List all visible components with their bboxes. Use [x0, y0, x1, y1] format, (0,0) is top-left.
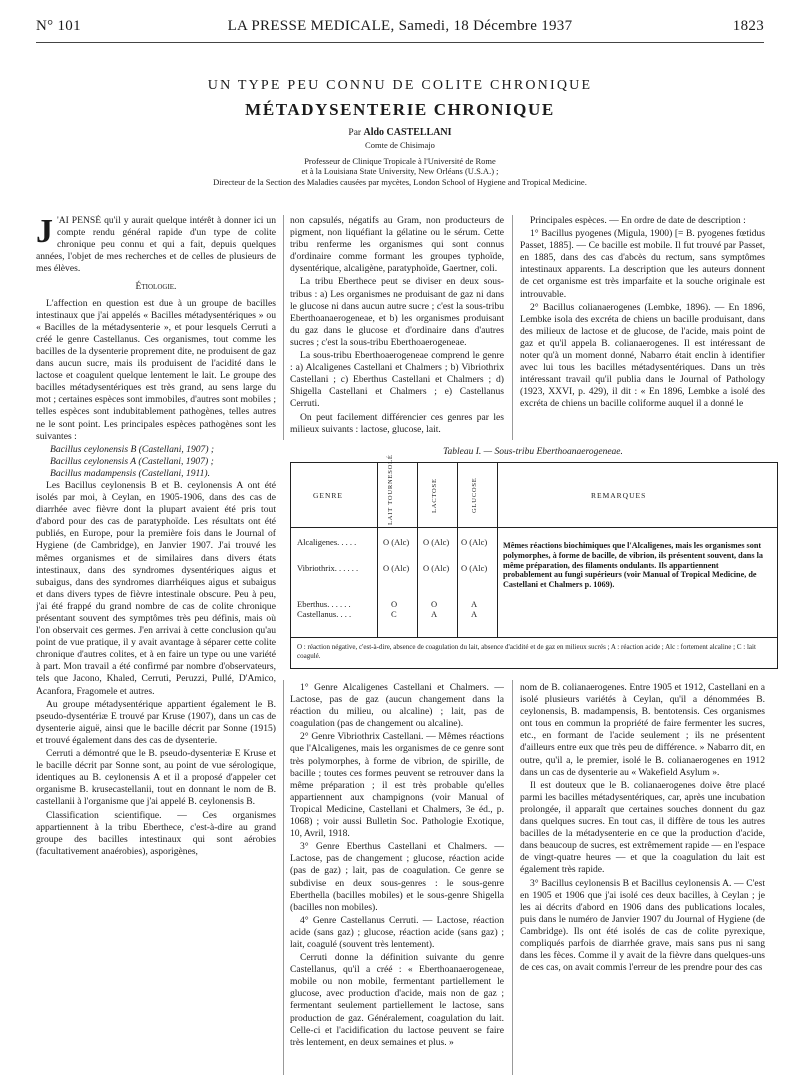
affiliation-2: et à la Louisiana State University, New Orléans (U.S.A.) ;	[301, 166, 499, 176]
paragraph: Cerruti a démontré que le B. pseudo-dysenteriæ E Kruse et le bacille décrit par Sonne sont, au point de vue sérologique, identiques au B. ceylonensis A et il a proposé d'appeler cet organisme B. krusecastellanii, tout en donnant le nom de B. castellanii à l'organisme que j'ai appelé B. ceylonensis B.	[36, 748, 276, 808]
glucose-cell: O (Alc)	[461, 563, 488, 573]
paragraph: 1° Genre Alcaligenes Castellani et Chalmers. — Lactose, pas de gaz (aucun changement dans la réaction du milieu, ou alcaline) ; lait, pas de coagulation (pas de changement ou alcaline).	[290, 682, 504, 730]
paragraph: Il est douteux que le B. colianaerogenes doive être placé parmi les bacilles métadysentériques, car, après une incubation prolongée, il apparaît que certaines souches donnent du gaz dans quelques sucres. En tout cas, il diffère de tous les autres bacilles de la métadysenterie en ce que la production d'acide, dans beaucoup de sucres, est extrêmement rapide — en l'espace de vingt-quatre heures — et que la coagulation du lait est également très rapide.	[520, 779, 765, 876]
glucose-cell: O (Alc)	[461, 537, 488, 547]
species-list-item: Bacillus madampensis (Castellani, 1911).	[50, 467, 210, 479]
drop-cap: J	[36, 215, 53, 250]
paragraph: 2° Bacillus colianaerogenes (Lembke, 1896). — En 1896, Lembke isola des excréta de chiens un bacille produisant, dans des milieux de lactose et de glucose, de l'acide, mais point de gaz et qu'il appela B. colianaerogenes. Il est intéressant de noter qu'à un moment donné, Nabarro était enclin à identifier avec lui tous les bacilles métadysentériques. Dans un très intéressant travail qu'il publia dans le Journal of Pathology (1923, XXVI, p. 429), il dit : « En 1896, Lembke a isolé des excréta de chiens un bacille coliforme auquel il a donné le	[520, 301, 765, 410]
lait-cell: O (Alc)	[383, 563, 410, 573]
genre-cell: Vibriothrix. . . . . .	[297, 563, 359, 573]
affiliation-1: Professeur de Clinique Tropicale à l'Université de Rome	[304, 156, 496, 166]
table-caption: Tableau I. — Sous-tribu Eberthoanaerogeneae.	[443, 447, 623, 457]
glucose-cell: A	[471, 599, 478, 609]
byline-prefix: Par	[348, 128, 362, 138]
paragraph: La sous-tribu Eberthoaerogeneae comprend le genre : a) Alcaligenes Castellani et Chalmers ; b) Vibriothrix Castellani ; c) Eberthus Castellani et Chalmers ; d) Shigella Castellani et Chalmers ; e) Castellanus Cerruti.	[290, 350, 504, 410]
table-footnote: O : réaction négative, c'est-à-dire, absence de coagulation du lait, absence d'acidité et de gaz en milieux sucrés ; A : réaction acide ; Alc : fortement alcaline ; C : lait coagulé.	[297, 643, 756, 660]
paragraph: On peut facilement différencier ces genres par les milieux suivants : lactose, glucose, lait.	[290, 411, 504, 435]
column-rule-1	[283, 215, 284, 440]
journal-title: LA PRESSE MEDICALE, Samedi, 18 Décembre 1937	[227, 18, 573, 34]
author-title: Comte de Chisimajo	[365, 140, 435, 150]
byline	[0, 127, 800, 138]
article-title: MÉTADYSENTERIE CHRONIQUE	[245, 100, 555, 119]
header-lactose: LACTOSE	[431, 478, 438, 513]
genre-cell: Castellanus. . . .	[297, 609, 352, 619]
paragraph: L'affection en question est due à un groupe de bacilles intestinaux que j'ai appelés « Bacilles métadysentériques » ou « Bacilles de la métadysenterie », et pour lesquels Cerruti a créé le genre Castellanus. Ces organismes, tout comme les bacilles de la dysenterie proprement dite, ne produisent de gaz dans aucun sucre, mais ils produisent de l'acidité dans le lactose et coagulent quelque lentement le lait. Le groupe des bacilles métadysentériques est très grand, au sens large du mot ; certaines espèces sont immobiles, d'autres sont mobiles ; telles espèces sont indubitablement pathogènes, telles autres ne le sont point. Les principales espèces pathogènes sont les suivantes :	[36, 297, 276, 442]
running-header	[36, 18, 764, 40]
paragraph: 1° Bacillus pyogenes (Migula, 1900) [= B. pyogenes fœtidus Passet, 1885]. — Ce bacille est mobile. Il fut trouvé par Passet, en 1885, dans des cas d'abcès du rectum, sans symptômes intestinaux apparents. La description que les auteurs donnent de cet organisme est très imparfaite et la souche originale est introuvable.	[520, 228, 765, 300]
glucose-cell: A	[471, 609, 478, 619]
header-glucose: GLUCOSE	[471, 477, 478, 513]
column-2	[290, 215, 504, 440]
table-col-rule	[417, 463, 418, 637]
table-col-rule	[457, 463, 458, 637]
issue-number: N° 101	[36, 18, 81, 34]
paragraph: Les Bacillus ceylonensis B et B. ceylonensis A ont été isolés par moi, à Ceylan, en 1905-1906, dans des cas de diarrhée avec fièvre dont la plupart avaient été pris tout d'abord pour des cas de paratyphoïde. Les résultats ont été publiés, en Europe, pour la première fois dans le Journal of Hygiene (de Cambridge), en Janvier 1907. J'ai trouvé les mêmes organismes et de similaires dans divers états intestinaux, dans des syndromes dysentériques aigus et subaigus, dans des syndromes diarrhéiques aigus et subaigus et dans divers types de fièvre intestinale obscure. Peu à peu, j'ai été frappé du grand nombre de cas de colite chronique présentant souvent des symptômes très peu définis, mais où l'on observait ces germes. J'en arrivai à cette conclusion qu'au point de vue pratique, il y avait avantage à séparer cette colite chronique d'autres colites, et à en faire un type ou une variété à part. Mon travail a été confirmé par nombre d'observateurs, tels que Jacono, Khaled, Cerruti, Peruzzi, Pullé, D'Amico, Acanfora, Fragomele et autres.	[36, 479, 276, 697]
species-list-item: Bacillus ceylonensis A (Castellani, 1907) ;	[50, 455, 214, 467]
lactose-cell: A	[431, 609, 438, 619]
intro-paragraph	[36, 215, 276, 275]
header-genre: GENRE	[313, 491, 343, 500]
column-rule-3	[283, 680, 284, 1075]
paragraph: Cerruti donne la définition suivante du genre Castellanus, qu'il a créé : « Eberthoanaerogeneae, mobile ou non mobile, fermentant partiellement le glucose, avec production d'acide, mais non de gaz ; fermentant seulement partiellement le lactose, sans production de gaz. Généralement, coagulation du lait. Celle-ci et l'acidification du lactose peuvent se faire très lentement, en deux semaines et plus. »	[290, 952, 504, 1048]
paragraph: Au groupe métadysentérique appartient également le B. pseudo-dysentériæ E trouvé par Kruse (1907), dans un cas de dysenterie aiguë, ainsi que le bacille décrit par Sonne (1915) et trouvé également dans des cas de dysenterie.	[36, 698, 276, 746]
page-number: 1823	[732, 18, 764, 34]
paragraph: 3° Bacillus ceylonensis B et Bacillus ceylonensis A. — C'est en 1905 et 1906 que j'ai isolé ces deux bacilles, à Ceylan ; je les ai décrits d'abord en 1906 dans des publications locales, puis dans le numéro de Janvier 1907 du Journal of Hygiene (de Cambridge). Ils ont été isolés de cas de colite pyrexique, compliqués parfois de diarrhée grave, mais sans pus ni sang dans les fèces. Comme il y avait de la fièvre dans quelques-uns de ces cas, on avait commis l'erreur de les prendre pour des cas	[520, 877, 765, 974]
table-header	[291, 463, 777, 528]
table-remark: Mêmes réactions biochimiques que l'Alcaligenes, mais les organismes sont polymorphes, à forme de bacille, de vibrion, ils présentent souvent, dans la même préparation, des filaments ondulants. Ils appartiennent probablement au fungi supérieurs (voir Manual of Tropical Medicine, de Castellani et Chalmers p. 1069).	[503, 541, 763, 590]
paragraph: Classification scientifique. — Ces organismes appartiennent à la tribu Eberthece, c'est-à-dire au grand groupe des bacilles intestinaux qui sont aérobies (facultativement anaérobies), asporigènes,	[36, 809, 276, 857]
paragraph: nom de B. colianaerogenes. Entre 1905 et 1912, Castellani en a isolé plusieurs variétés à Ceylan, qu'il a dénommées B. ceylonensis, B. madampensis, B. bentotensis. Ces organismes ont tous en commun la propriété de faire fermenter les sucres, etc., en formant de l'acide seulement ; ils ne présentent d'ailleurs entre eux que très peu de différence. » Nabarro dit, en outre, qu'il a, le premier, isolé le B. colianaerogenes en 1912 dans un cas de dysenterie au « Wakefield Asylum ».	[520, 682, 765, 778]
lait-cell: C	[391, 609, 397, 619]
table-col-rule	[377, 463, 378, 637]
article-kicker: UN TYPE PEU CONNU DE COLITE CHRONIQUE	[207, 78, 593, 93]
section-heading-etiologie: Étiologie.	[135, 281, 177, 293]
table-foot-rule	[291, 637, 777, 638]
table-col-rule	[497, 463, 498, 637]
paragraph: 2° Genre Vibriothrix Castellani. — Mêmes réactions que l'Alcaligenes, mais les organismes de ce genre sont très polymorphes, à forme de vibrion, de spirille, de bacille ; toutes ces formes peuvent se retrouver dans la même préparation ; il est très probable qu'elles appartiennent aux champignons (voir Manual of Tropical Medicine, Castellani et Chalmers, 3e éd., p. 1068) ; voir aussi Bulletin Soc. Pathologie Exotique, 10, Avril, 1918.	[290, 731, 504, 840]
header-remarques: REMARQUES	[591, 491, 647, 500]
paragraph: non capsulés, négatifs au Gram, non producteurs de pigment, non liquéfiant la gélatine ou le sérum. Cette tribu renferme les organismes qui sont connus d'ordinaire comme formant les groupes typhoïde, dysentérique, alcaligène, paratyphoïde, Gaertner, coli.	[290, 215, 504, 275]
lait-cell: O	[391, 599, 398, 609]
table-eberthoanaerogeneae	[290, 454, 778, 669]
lactose-cell: O	[431, 599, 438, 609]
genre-cell: Alcaligenes. . . . .	[297, 537, 357, 547]
author-name: Aldo CASTELLANI	[363, 127, 452, 138]
column-rule-2	[512, 215, 513, 440]
column-5	[520, 682, 765, 1077]
intro-text: 'AI PENSÉ qu'il y aurait quelque intérêt à donner ici un compte rendu général rapide d'un type de colite chronique peu connu et qui a fait, depuis quelques années, l'objet de mes recherches et de celles de plusieurs de mes élèves.	[36, 215, 276, 275]
species-list-item: Bacillus ceylonensis B (Castellani, 1907) ;	[50, 443, 215, 455]
column-rule-4	[512, 680, 513, 1075]
paragraph: La tribu Eberthece peut se diviser en deux sous-tribus : a) Les organismes ne produisant de gaz ni dans le glucose ni dans aucun autre sucre ; c'est la sous-tribu Eberthoanaerogeneae, et b) les organismes produisant du gaz dans le glucose et d'ordinaire dans d'autres sucres ; c'est la sous-tribu Eberthoaerogeneae.	[290, 276, 504, 348]
lactose-cell: O (Alc)	[423, 563, 450, 573]
column-3	[520, 215, 765, 440]
header-lait: LAIT TOURNESOLÉ	[387, 454, 394, 525]
lait-cell: O (Alc)	[383, 537, 410, 547]
affiliation-3: Directeur de la Section des Maladies causées par mycètes, London School of Hygiene and Tropical Medicine.	[213, 177, 587, 187]
column-1	[36, 215, 276, 1077]
header-rule	[36, 42, 764, 43]
column-4	[290, 682, 504, 1077]
section-heading-especes: Principales espèces. — En ordre de date de description :	[530, 215, 746, 226]
genre-cell: Eberthus. . . . . .	[297, 599, 351, 609]
paragraph: 4° Genre Castellanus Cerruti. — Lactose, réaction acide (sans gaz) ; glucose, réaction acide (sans gaz) ; lait, coagulé (souvent très lentement).	[290, 914, 504, 950]
paragraph: 3° Genre Eberthus Castellani et Chalmers. — Lactose, pas de changement ; glucose, réaction acide (pas de gaz) ; lait, pas de coagulation. Ce genre se subdivise en deux sous-genres : le sous-genre Eberthella (bacilles mobiles) et le sous-genre Shigella (bacilles non mobiles).	[290, 841, 504, 913]
lactose-cell: O (Alc)	[423, 537, 450, 547]
